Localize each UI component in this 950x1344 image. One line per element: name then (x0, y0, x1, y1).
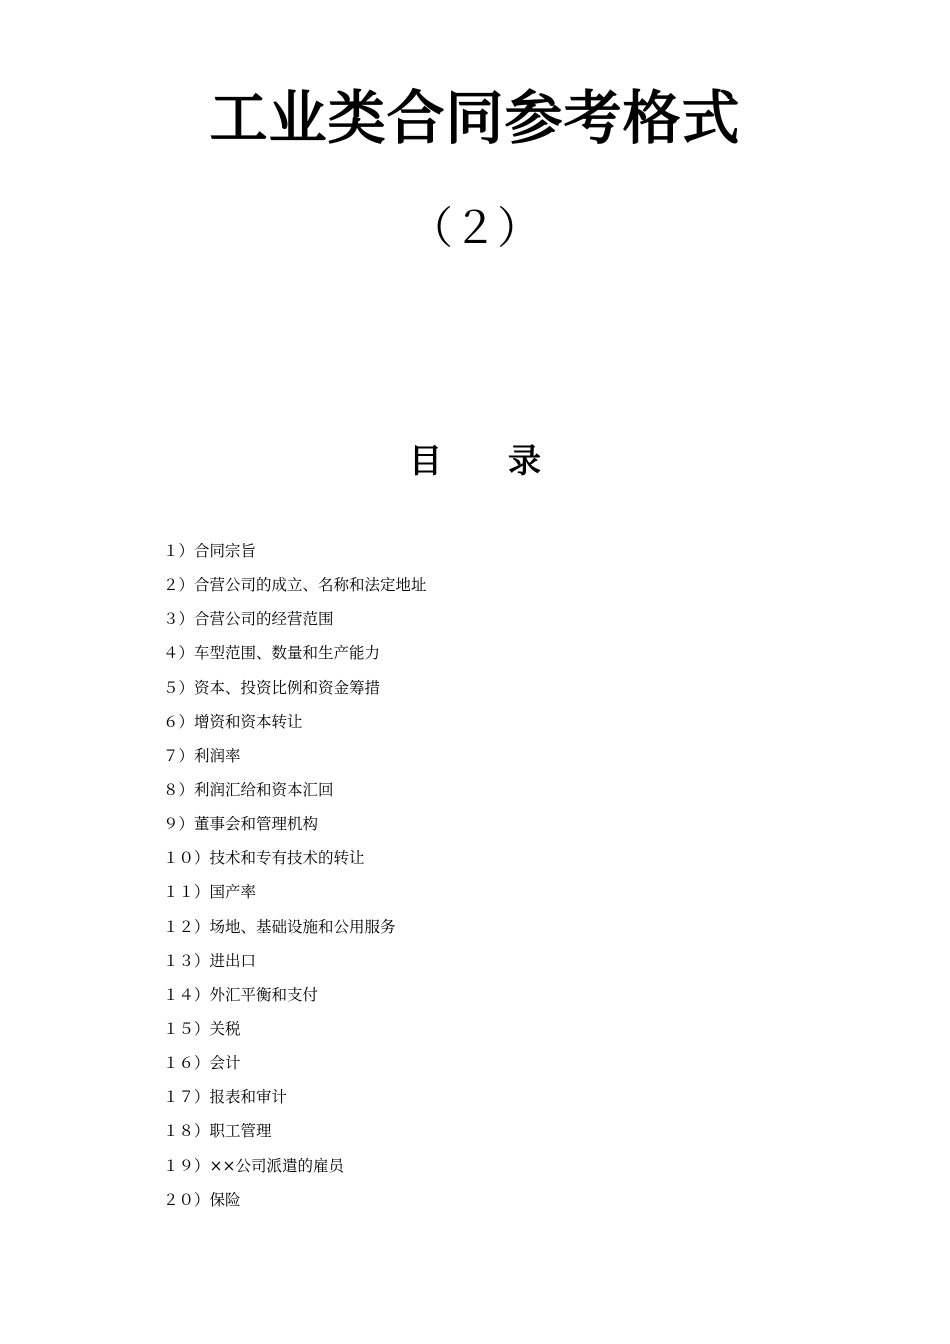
table-of-contents (163, 539, 427, 1222)
toc-item: １９）××公司派遣的雇员 (163, 1156, 344, 1175)
toc-item: ２０）保险 (163, 1190, 241, 1209)
toc-item: ３）合营公司的经营范围 (163, 610, 334, 629)
toc-item: １）合同宗旨 (163, 542, 257, 560)
toc-item: ７）利润率 (163, 746, 241, 765)
toc-item: １１）国产率 (163, 883, 257, 902)
toc-item: １７）报表和审计 (163, 1088, 288, 1107)
toc-item: ２）合营公司的成立、名称和法定地址 (163, 576, 427, 595)
toc-item: １８）职工管理 (163, 1122, 272, 1141)
toc-item: １４）外汇平衡和支付 (163, 985, 319, 1004)
toc-item: １６）会计 (163, 1054, 241, 1073)
toc-item: １５）关税 (163, 1019, 241, 1038)
toc-item: ９）董事会和管理机构 (163, 815, 319, 834)
toc-item: １０）技术和专有技术的转让 (163, 849, 365, 868)
document-title: 工业类合同参考格式 (209, 84, 741, 152)
toc-item: ４）车型范围、数量和生产能力 (163, 644, 381, 663)
toc-item: ６）增资和资本转让 (163, 712, 303, 731)
toc-item: ５）资本、投资比例和资金筹措 (163, 678, 381, 697)
toc-item: １３）进出口 (163, 951, 257, 970)
toc-item: １２）场地、基础设施和公用服务 (163, 917, 396, 936)
toc-item: ８）利润汇给和资本汇回 (163, 780, 334, 799)
toc-heading: 目 录 (409, 441, 541, 480)
document-subtitle: （２） (409, 203, 541, 254)
